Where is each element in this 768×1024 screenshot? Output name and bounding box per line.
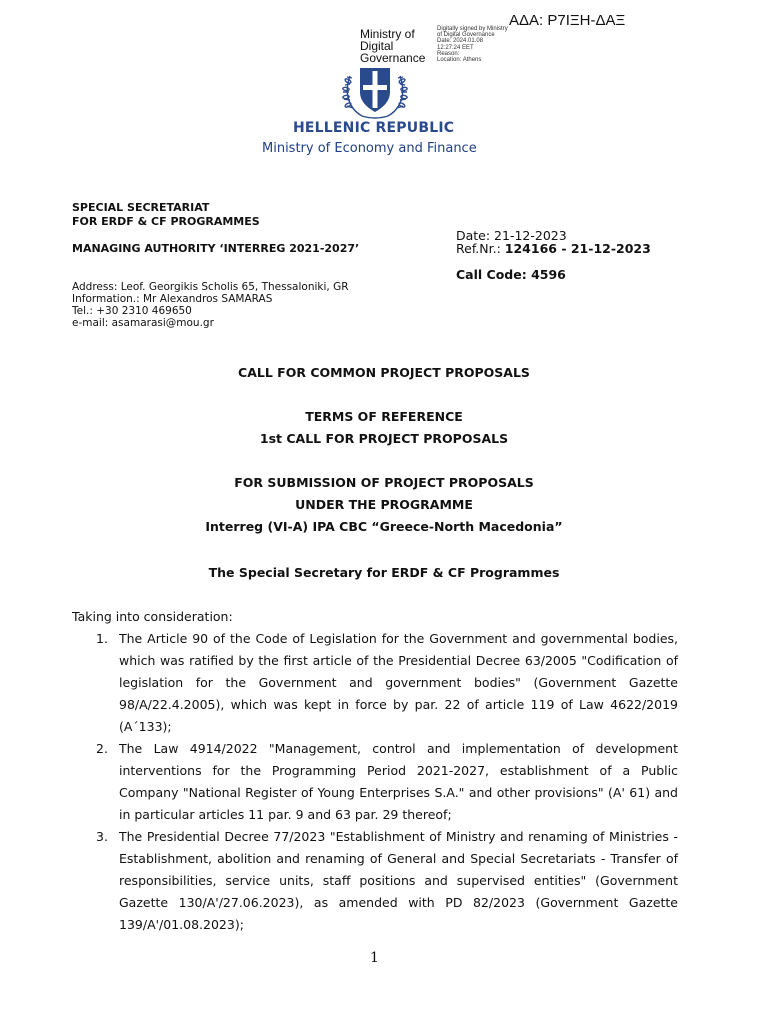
letterhead-country: HELLENIC REPUBLIC xyxy=(293,120,455,136)
list-item-number: 1. xyxy=(96,631,108,646)
list-item-number: 3. xyxy=(96,829,108,844)
signature-line: Location: Athens xyxy=(437,57,482,64)
considerations-intro: Taking into consideration: xyxy=(72,609,233,624)
list-item-number: 2. xyxy=(96,741,108,756)
signature-line: Digitally signed by Ministry xyxy=(437,26,508,32)
digital-signature-block xyxy=(437,26,508,63)
reference-value: 124166 - 21-12-2023 xyxy=(504,241,651,256)
call-title: CALL FOR COMMON PROJECT PROPOSALS xyxy=(238,365,530,380)
sender-tel: Tel.: +30 2310 469650 xyxy=(72,305,192,317)
reference-label: Ref.Nr.: xyxy=(456,241,505,256)
sender-line-3: MANAGING AUTHORITY ‘INTERREG 2021-2027’ xyxy=(72,242,360,255)
document-date: Date: 21-12-2023 xyxy=(456,228,567,243)
considerations-list xyxy=(72,628,678,936)
list-item-text: The Article 90 of the Code of Legislation for the Government and governmental bodies, which was ratified by the first article of the Presidential Decree 63/2005 "Codification of legislation for the Government and government bodies" (Government Gazette 98/A/22.4.2005), which was kept in force by par. 22 of article 119 of Law 4622/2019 (A΄133); xyxy=(119,631,678,734)
list-item-text: The Presidential Decree 77/2023 "Establishment of Ministry and renaming of Ministries - Establishment, abolition and renaming of General and Special Secretariats - Transfer of responsibilities, service units, staff positions and supervised entities" (Government Gazette 130/A'/27.06.2023), as amended with PD 82/2023 (Government Gazette 139/A'/01.08.2023); xyxy=(119,829,678,932)
sender-address: Address: Leof. Georgikis Scholis 65, Thessaloniki, GR xyxy=(72,281,349,293)
list-item xyxy=(72,738,678,826)
letterhead-ministry: Ministry of Economy and Finance xyxy=(262,141,477,156)
list-item-text: The Law 4914/2022 "Management, control and implementation of development interventions for the Programming Period 2021-2027, establishment of a Public Company "National Register of Young Enterprises S.A." and other provisions" (A' 61) and in particular articles 11 par. 9 and 63 par. 29 thereof; xyxy=(119,741,678,822)
signer-ministry-line: Governance xyxy=(360,51,426,65)
programme-under-title: UNDER THE PROGRAMME xyxy=(295,497,473,512)
signature-line: 12:27:24 EET xyxy=(437,44,474,51)
document-id: ΑΔΑ: Ρ7ΙΞΗ-ΔΑΞ xyxy=(509,12,626,29)
considerations xyxy=(72,606,678,936)
signer-ministry-line: Digital xyxy=(360,39,394,53)
list-item xyxy=(72,826,678,936)
sender-email: e-mail: asamarasi@mou.gr xyxy=(72,317,214,329)
terms-title: TERMS OF REFERENCE xyxy=(305,409,463,424)
signer-ministry-line: Ministry of xyxy=(360,27,415,41)
submission-title: FOR SUBMISSION OF PROJECT PROPOSALS xyxy=(234,475,534,490)
signature-line: Date: 2024.01.08 xyxy=(437,38,484,45)
call-code: Call Code: 4596 xyxy=(456,267,566,282)
sender-information: Information.: Mr Alexandros SAMARAS xyxy=(72,293,273,305)
signature-line: Reason: xyxy=(437,50,460,57)
list-item xyxy=(72,628,678,738)
secretary-title: The Special Secretary for ERDF & CF Programmes xyxy=(208,565,560,580)
reference-number xyxy=(456,241,651,256)
first-call-title: 1st CALL FOR PROJECT PROPOSALS xyxy=(259,431,509,446)
page-number: 1 xyxy=(370,950,379,966)
signature-line: of Digital Governance xyxy=(437,32,495,39)
sender-line-2: FOR ERDF & CF PROGRAMMES xyxy=(72,215,260,228)
greek-coat-of-arms-icon xyxy=(340,58,410,122)
programme-name: Interreg (VI-A) IPA CBC “Greece-North Macedonia” xyxy=(205,519,563,534)
sender-line-1: SPECIAL SECRETARIAT xyxy=(72,201,210,214)
